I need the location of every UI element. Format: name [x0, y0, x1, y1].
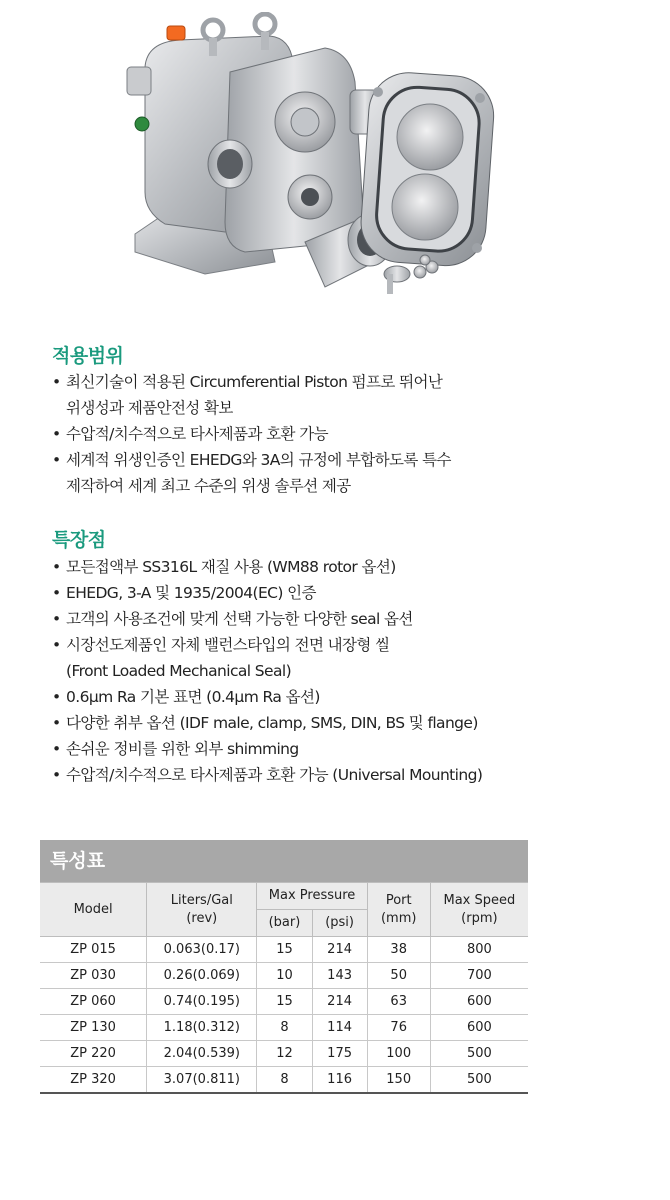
list-item-text: 0.6μm Ra 기본 표면 (0.4μm Ra 옵션) — [66, 688, 320, 706]
col-header-pressure: Max Pressure — [257, 883, 367, 910]
features-list — [52, 554, 572, 788]
table-row — [40, 1041, 528, 1067]
cell-speed: 600 — [430, 989, 528, 1015]
product-image-pump — [125, 12, 500, 312]
cell-speed: 500 — [430, 1067, 528, 1094]
cell-bar: 8 — [257, 1015, 312, 1041]
cell-bar: 12 — [257, 1041, 312, 1067]
table-row — [40, 989, 528, 1015]
cell-port: 100 — [367, 1041, 430, 1067]
list-item-text: 최신기술이 적용된 Circumferential Piston 펌프로 뛰어난 — [66, 373, 443, 391]
list-item-text: 위생성과 제품안전성 확보 — [66, 399, 233, 417]
cell-model: ZP 320 — [40, 1067, 147, 1094]
cell-psi: 214 — [312, 989, 367, 1015]
applications-title: 적용범위 — [52, 345, 124, 367]
cell-bar: 8 — [257, 1067, 312, 1094]
spec-table-title: 특성표 — [40, 840, 528, 882]
col-header-speed: Max Speed (rpm) — [430, 883, 528, 937]
list-item-text: 세계적 위생인증인 EHEDG와 3A의 규정에 부합하도록 특수 — [66, 451, 451, 469]
list-item — [52, 684, 572, 710]
list-item-text: 다양한 취부 옵션 (IDF male, clamp, SMS, DIN, BS 및 flange) — [66, 714, 478, 732]
list-item-text: 모든접액부 SS316L 재질 사용 (WM88 rotor 옵션) — [66, 558, 396, 576]
list-item — [52, 710, 572, 736]
cell-model: ZP 060 — [40, 989, 147, 1015]
list-item-text: 손쉬운 정비를 위한 외부 shimming — [66, 740, 299, 758]
list-item-text: 수압적/치수적으로 타사제품과 호환 가능 — [66, 425, 328, 443]
list-item-text: (Front Loaded Mechanical Seal) — [66, 662, 292, 680]
cell-port: 76 — [367, 1015, 430, 1041]
list-item — [52, 762, 572, 788]
list-item-text: 제작하여 세계 최고 수준의 위생 솔루션 제공 — [66, 477, 351, 495]
cell-psi: 175 — [312, 1041, 367, 1067]
list-item-text: 수압적/치수적으로 타사제품과 호환 가능 (Universal Mounting) — [66, 766, 483, 784]
col-header-psi: (psi) — [312, 910, 367, 937]
cell-port: 150 — [367, 1067, 430, 1094]
table-row — [40, 963, 528, 989]
list-item — [52, 580, 572, 606]
list-item-text: EHEDG, 3-A 및 1935/2004(EC) 인증 — [66, 584, 316, 602]
spec-table — [40, 882, 528, 1094]
list-item — [52, 447, 572, 499]
list-item — [52, 632, 572, 684]
cell-model: ZP 220 — [40, 1041, 147, 1067]
table-row — [40, 937, 528, 963]
cell-liters: 0.74(0.195) — [147, 989, 257, 1015]
cell-speed: 500 — [430, 1041, 528, 1067]
list-item — [52, 421, 572, 447]
cell-bar: 10 — [257, 963, 312, 989]
features-title: 특장점 — [52, 529, 106, 551]
cell-model: ZP 030 — [40, 963, 147, 989]
cell-psi: 116 — [312, 1067, 367, 1094]
cell-psi: 143 — [312, 963, 367, 989]
list-item-text: 고객의 사용조건에 맞게 선택 가능한 다양한 seal 옵션 — [66, 610, 413, 628]
cell-liters: 3.07(0.811) — [147, 1067, 257, 1094]
col-header-model: Model — [40, 883, 147, 937]
list-item — [52, 369, 572, 421]
cell-liters: 1.18(0.312) — [147, 1015, 257, 1041]
applications-list — [52, 369, 572, 499]
col-header-bar: (bar) — [257, 910, 312, 937]
cell-port: 50 — [367, 963, 430, 989]
cell-port: 38 — [367, 937, 430, 963]
cell-speed: 800 — [430, 937, 528, 963]
cell-model: ZP 130 — [40, 1015, 147, 1041]
list-item — [52, 606, 572, 632]
col-header-port: Port (mm) — [367, 883, 430, 937]
cell-liters: 0.063(0.17) — [147, 937, 257, 963]
cell-liters: 2.04(0.539) — [147, 1041, 257, 1067]
cell-port: 63 — [367, 989, 430, 1015]
cell-speed: 600 — [430, 1015, 528, 1041]
list-item-text: 시장선도제품인 자체 밸런스타입의 전면 내장형 씰 — [66, 636, 390, 654]
table-row — [40, 1015, 528, 1041]
cell-psi: 214 — [312, 937, 367, 963]
cell-bar: 15 — [257, 989, 312, 1015]
col-header-liters: Liters/Gal (rev) — [147, 883, 257, 937]
cell-speed: 700 — [430, 963, 528, 989]
cell-model: ZP 015 — [40, 937, 147, 963]
table-row — [40, 1067, 528, 1094]
list-item — [52, 736, 572, 762]
cell-liters: 0.26(0.069) — [147, 963, 257, 989]
cell-bar: 15 — [257, 937, 312, 963]
cell-psi: 114 — [312, 1015, 367, 1041]
list-item — [52, 554, 572, 580]
